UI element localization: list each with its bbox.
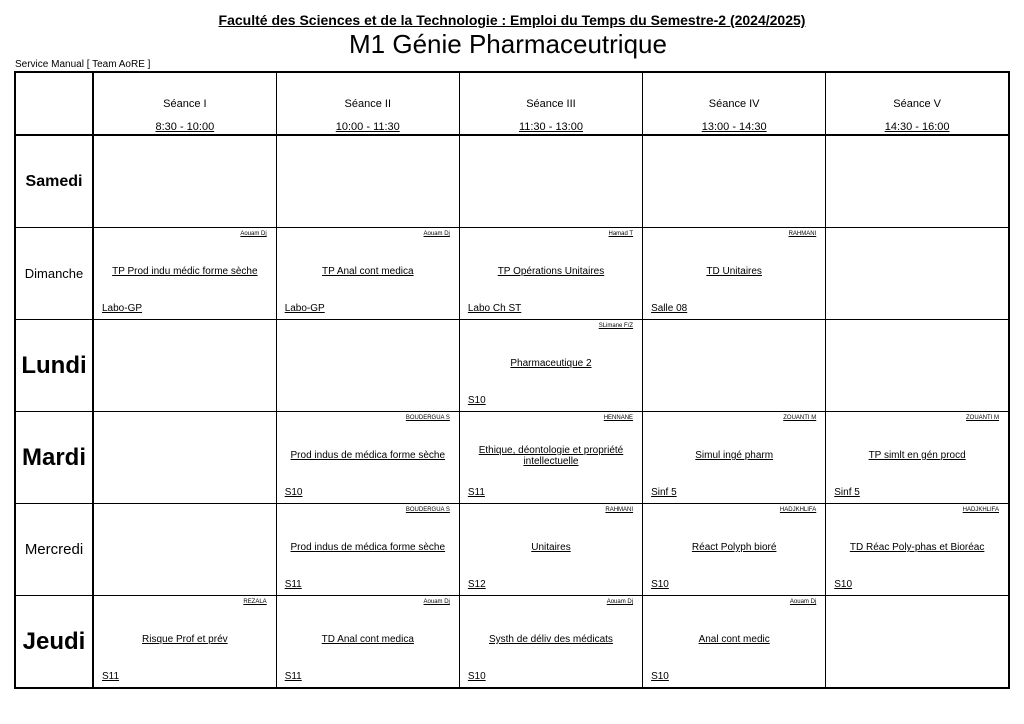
course-name: Risque Prof et prév xyxy=(142,634,228,645)
course-name: TP simlt en gén procd xyxy=(868,450,966,461)
room-name: Sinf 5 xyxy=(834,487,860,498)
course-name: Ethique, déontologie et propriété intellectuelle xyxy=(478,445,624,467)
seance-header-5 xyxy=(826,72,1009,135)
teacher-name: Aouam Dj xyxy=(789,599,817,605)
day-row-dimanche xyxy=(15,228,1009,320)
slot-cell xyxy=(276,320,459,412)
course-name: TP Prod indu médic forme sèche xyxy=(112,266,258,277)
room-name: S10 xyxy=(467,395,486,406)
day-label: Samedi xyxy=(15,135,93,228)
room-name: S10 xyxy=(467,671,486,682)
timetable xyxy=(14,71,1010,689)
slot-cell xyxy=(93,320,276,412)
room-name: S11 xyxy=(467,487,485,498)
seance-name: Séance I xyxy=(163,98,207,110)
teacher-name: HENNANE xyxy=(603,415,634,421)
slot-cell xyxy=(643,135,826,228)
teacher-name: Aouam Dj xyxy=(606,599,634,605)
seance-time: 8:30 - 10:00 xyxy=(155,121,215,133)
slot-cell xyxy=(276,596,459,689)
seance-name: Séance II xyxy=(344,98,392,110)
slot-cell xyxy=(93,135,276,228)
slot-cell xyxy=(93,504,276,596)
slot-cell xyxy=(276,228,459,320)
day-label: Lundi xyxy=(15,320,93,412)
day-label: Mercredi xyxy=(15,504,93,596)
room-name: S10 xyxy=(284,487,303,498)
room-name: Sinf 5 xyxy=(651,487,677,498)
program-title: M1 Génie Pharmaceutrique xyxy=(349,29,667,59)
slot-cell xyxy=(276,135,459,228)
course-name: Pharmaceutique 2 xyxy=(510,358,592,369)
document-title: Faculté des Sciences et de la Technologie : Emploi du Temps du Semestre-2 (2024/2025) xyxy=(218,12,806,28)
room-name: S12 xyxy=(467,579,486,590)
slot-cell xyxy=(276,504,459,596)
slot-cell xyxy=(459,320,642,412)
teacher-name: HADJKHLIFA xyxy=(962,507,999,513)
seance-header-4 xyxy=(643,72,826,135)
slot-cell xyxy=(826,320,1009,412)
teacher-name: ZOUANTI M xyxy=(783,415,817,421)
room-name: S11 xyxy=(102,671,120,682)
day-row-mardi xyxy=(15,412,1009,504)
room-name: S10 xyxy=(651,579,669,590)
teacher-name: Aouam Dj xyxy=(423,231,450,237)
slot-cell xyxy=(93,412,276,504)
corner-cell xyxy=(15,72,93,135)
teacher-name: RAHMANI xyxy=(605,507,634,513)
course-name: Systh de déliv des médicats xyxy=(488,634,613,645)
course-name: Unitaires xyxy=(531,542,571,553)
slot-cell xyxy=(826,596,1009,689)
course-name: Anal cont medic xyxy=(698,634,770,645)
slot-cell xyxy=(459,504,642,596)
course-name: Réact Polyph bioré xyxy=(691,542,777,553)
slot-cell xyxy=(826,412,1009,504)
slot-cell xyxy=(643,320,826,412)
slot-cell xyxy=(459,228,642,320)
teacher-name: BOUDERGUA S xyxy=(405,415,450,421)
slot-cell xyxy=(826,228,1009,320)
day-row-samedi xyxy=(15,135,1009,228)
slot-cell xyxy=(643,504,826,596)
header-row xyxy=(15,72,1009,135)
seance-name: Séance III xyxy=(526,98,576,110)
teacher-name: RAHMANI xyxy=(788,231,817,237)
course-name: Simul ingé pharm xyxy=(695,450,774,461)
slot-cell xyxy=(459,596,642,689)
seance-header-2 xyxy=(276,72,459,135)
seance-header-1 xyxy=(93,72,276,135)
slot-cell xyxy=(93,596,276,689)
slot-cell xyxy=(643,228,826,320)
teacher-name: ZOUANTI M xyxy=(966,415,999,421)
room-name: S10 xyxy=(834,579,853,590)
room-name: Labo-GP xyxy=(284,303,325,314)
teacher-name: Aouam Dj xyxy=(240,231,267,237)
room-name: Labo Ch ST xyxy=(467,303,522,314)
course-name: Prod indus de médica forme sèche xyxy=(290,450,446,461)
slot-cell xyxy=(459,135,642,228)
course-name: TD Réac Poly-phas et Bioréac xyxy=(849,542,985,553)
teacher-name: HADJKHLIFA xyxy=(779,507,817,513)
course-name: TD Unitaires xyxy=(706,266,762,277)
seance-time: 11:30 - 13:00 xyxy=(518,121,583,133)
teacher-name: REZALA xyxy=(243,599,267,605)
day-row-mercredi xyxy=(15,504,1009,596)
seance-name: Séance V xyxy=(893,98,941,110)
teacher-name: BOUDERGUA S xyxy=(405,507,450,513)
seance-time: 13:00 - 14:30 xyxy=(701,121,767,133)
teacher-name: SLimane F/Z xyxy=(598,323,634,329)
slot-cell xyxy=(459,412,642,504)
room-name: S10 xyxy=(651,671,669,682)
teacher-name: Hamad T xyxy=(608,231,634,237)
room-name: Salle 08 xyxy=(651,303,688,314)
day-row-lundi xyxy=(15,320,1009,412)
slot-cell xyxy=(826,504,1009,596)
slot-cell xyxy=(826,135,1009,228)
course-name: TP Opérations Unitaires xyxy=(497,266,605,277)
course-name: Prod indus de médica forme sèche xyxy=(290,542,446,553)
room-name: S11 xyxy=(284,579,302,590)
slot-cell xyxy=(643,596,826,689)
day-label: Dimanche xyxy=(15,228,93,320)
room-name: Labo-GP xyxy=(102,303,143,314)
slot-cell xyxy=(276,412,459,504)
slot-cell xyxy=(93,228,276,320)
day-row-jeudi xyxy=(15,596,1009,689)
seance-name: Séance IV xyxy=(708,98,760,110)
service-label: Service Manual [ Team AoRE ] xyxy=(15,59,151,70)
seance-time: 10:00 - 11:30 xyxy=(335,121,400,133)
room-name: S11 xyxy=(284,671,302,682)
seance-time: 14:30 - 16:00 xyxy=(884,121,950,133)
slot-cell xyxy=(643,412,826,504)
course-name: TD Anal cont medica xyxy=(321,634,414,645)
course-name: TP Anal cont medica xyxy=(322,266,414,277)
day-label: Mardi xyxy=(15,412,93,504)
day-label: Jeudi xyxy=(15,596,93,689)
seance-header-3 xyxy=(459,72,642,135)
teacher-name: Aouam Dj xyxy=(423,599,450,605)
